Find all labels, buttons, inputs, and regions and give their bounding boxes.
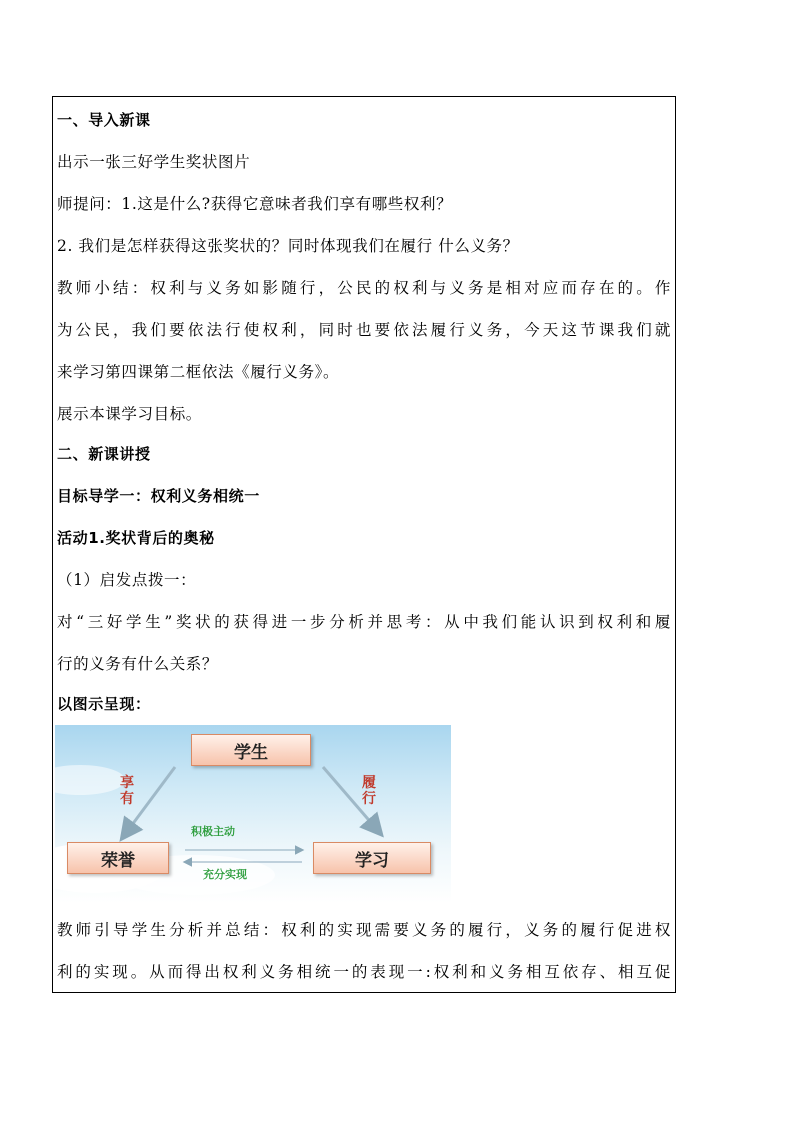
goal-heading: 目标导学一：权利义务相统一 — [57, 487, 260, 505]
rights-duties-diagram — [55, 725, 451, 903]
text-line: 展示本课学习目标。 — [57, 405, 202, 423]
student-box: 学生 — [191, 734, 311, 766]
section-heading-new-lesson: 二、新课讲授 — [57, 445, 151, 463]
text-line: 教师引导学生分析并总结：权利的实现需要义务的履行，义务的履行促进权 — [57, 921, 671, 939]
text-line: （1）启发点拨一： — [57, 571, 197, 589]
honor-box: 荣誉 — [67, 842, 169, 874]
text-line: 利的实现。从而得出权利义务相统一的表现一:权利和义务相互依存、相互促 — [57, 963, 671, 981]
diagram-caption: 以图示呈现： — [57, 695, 151, 713]
perform-label: 履 行 — [362, 775, 376, 807]
text-line: 为公民，我们要依法行使权利，同时也要依法履行义务，今天这节课我们就 — [57, 321, 671, 339]
text-line: 师提问：1.这是什么?获得它意味者我们享有哪些权利？ — [57, 195, 453, 213]
enjoy-label: 享 有 — [120, 775, 134, 807]
activity-heading: 活动1.奖状背后的奥秘 — [57, 529, 215, 547]
study-box: 学习 — [313, 842, 431, 874]
text-line: 来学习第四课第二框依法《履行义务》。 — [57, 363, 340, 381]
text-line: 2. 我们是怎样获得这张奖状的？同时体现我们在履行 什么义务？ — [57, 237, 519, 255]
realize-label: 充分实现 — [203, 868, 247, 881]
active-label: 积极主动 — [191, 825, 235, 838]
text-line: 对“三好学生”奖状的获得进一步分析并思考：从中我们能认识到权利和履 — [57, 613, 671, 631]
section-heading-intro: 一、导入新课 — [57, 111, 151, 129]
text-line: 行的义务有什么关系？ — [57, 655, 219, 673]
content-table-cell — [52, 96, 676, 993]
text-line: 出示一张三好学生奖状图片 — [57, 153, 251, 171]
text-line: 教师小结：权利与义务如影随行，公民的权利与义务是相对应而存在的。作 — [57, 279, 671, 297]
